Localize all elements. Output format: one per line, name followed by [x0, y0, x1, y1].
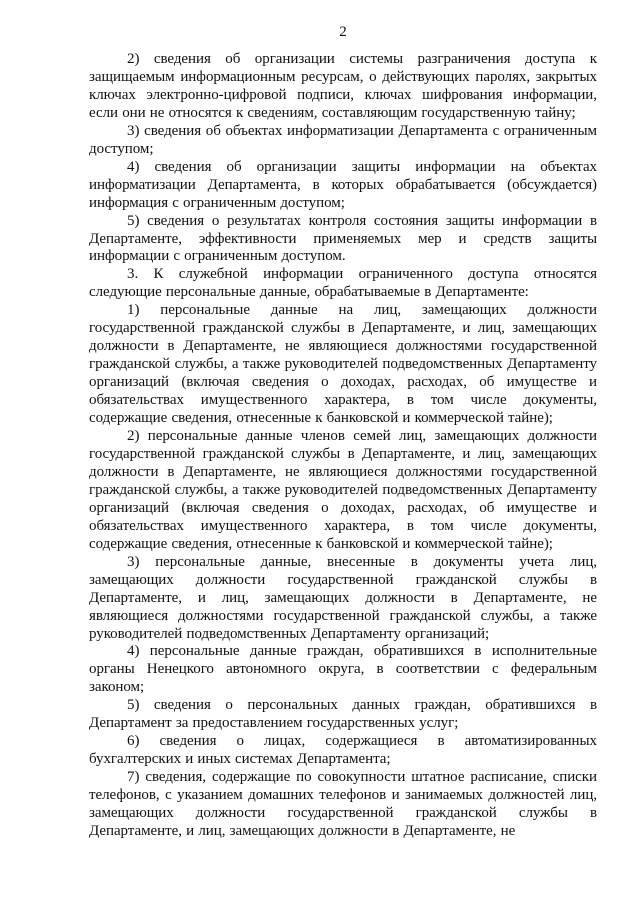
paragraph-item-2-access-control: 2) сведения об организации системы разграничения доступа к защищаемым информационным ресурсам, о действующих паролях, закрытых ключах электронно-цифровой подписи, ключах шифрования информации, если они не относятся к сведениям, составляющим государственную тайну;: [89, 51, 597, 121]
paragraph-pd-item-6: 6) сведения о лицах, содержащиеся в автоматизированных бухгалтерских и иных системах Департамента;: [89, 733, 597, 768]
paragraph-pd-item-1: 1) персональные данные на лиц, замещающих должности государственной гражданской службы в Департаменте, и лиц, замещающих должности в Департаменте, не являющиеся должностями государственной гражданской службы, а также руководителей подведомственных Департаменту организаций (включая сведения о доходах, расходах, об имуществе и обязательствах имущественного характера, в том числе документы, содержащие сведения, отнесенные к банковской и коммерческой тайне);: [89, 302, 597, 427]
paragraph-pd-item-3: 3) персональные данные, внесенные в документы учета лиц, замещающих должности государственной гражданской службы в Департаменте, и лиц, замещающих должности в Департаменте, не являющиеся должностями государственной гражданской службы, а также руководителей подведомственных Департаменту организаций;: [89, 553, 597, 642]
paragraph-pd-item-4: 4) персональные данные граждан, обратившихся в исполнительные органы Ненецкого автономного округа, в соответствии с федеральным законом;: [89, 643, 597, 696]
paragraph-section-3-personal-data: 3. К служебной информации ограниченного доступа относятся следующие персональные данные, обрабатываемые в Департаменте:: [89, 266, 597, 301]
paragraph-pd-item-7: 7) сведения, содержащие по совокупности штатное расписание, списки телефонов, с указанием домашних телефонов и занимаемых должностей лиц, замещающих должности государственной гражданской службы в Департаменте, и лиц, замещающих должности в Департаменте, не: [89, 769, 597, 839]
paragraph-pd-item-2: 2) персональные данные членов семей лиц, замещающих должности государственной гражданской службы в Департаменте, и лиц, замещающих должности в Департаменте, не являющиеся должностями государственной гражданской службы, а также руководителей подведомственных Департаменту организаций (включая сведения о доходах, расходах, об имуществе и обязательствах имущественного характера, в том числе документы, содержащие сведения, отнесенные к банковской и коммерческой тайне);: [89, 428, 597, 552]
paragraph-item-5-control-results: 5) сведения о результатах контроля состояния защиты информации в Департаменте, эффективности применяемых мер и средств защиты информации с ограниченным доступом.: [89, 212, 597, 265]
paragraph-item-3-informatization-objects: 3) сведения об объектах информатизации Департамента с ограниченным доступом;: [89, 122, 597, 157]
document-body: [89, 51, 597, 841]
page-number: 2: [339, 24, 347, 40]
paragraph-item-4-protection-organization: 4) сведения об организации защиты информации на объектах информатизации Департамента, в которых обрабатывается (обсуждается) информация с ограниченным доступом;: [89, 158, 597, 211]
paragraph-pd-item-5: 5) сведения о персональных данных граждан, обратившихся в Департамент за предоставлением государственных услуг;: [89, 697, 597, 732]
